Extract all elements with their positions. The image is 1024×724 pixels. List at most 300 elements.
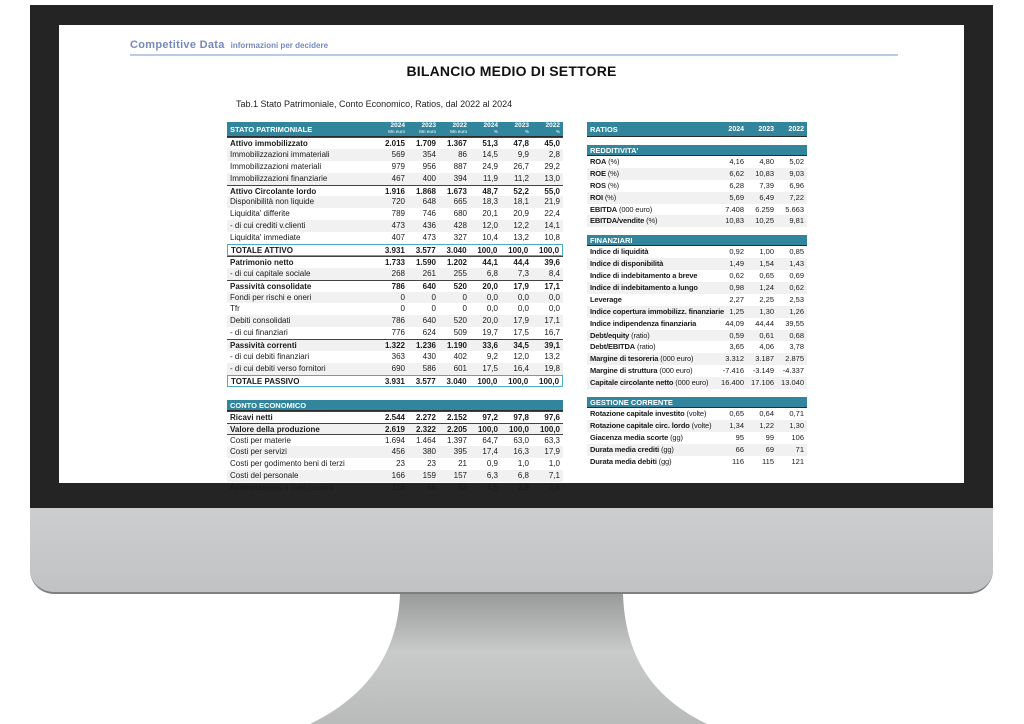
cell-value: 1.673 <box>446 186 467 196</box>
cell-value: 11,9 <box>483 173 498 183</box>
cell-value: 63 <box>458 483 467 493</box>
cell-value: 100,0 <box>477 246 498 256</box>
table-caption: Tab.1 Stato Patrimoniale, Conto Economico, Ratios, dal 2022 al 2024 <box>236 99 513 109</box>
cell-value: 1.916 <box>384 186 405 196</box>
cell-value: 66 <box>735 444 744 454</box>
monitor-stand <box>0 592 1024 724</box>
ratios-header <box>587 122 807 137</box>
ratio-label: Indice di indebitamento a lungo <box>590 283 698 293</box>
cell-value: 0,98 <box>729 283 744 293</box>
table-row <box>587 294 807 306</box>
row-label: Attivo Circolante lordo <box>230 186 317 196</box>
table-row <box>227 303 563 315</box>
cell-value: 354 <box>422 149 436 159</box>
conto-economico-header: CONTO ECONOMICO <box>227 400 563 411</box>
cell-value: 116 <box>732 456 744 466</box>
row-label <box>587 444 717 456</box>
cell-value: 17,4 <box>482 447 498 457</box>
table-row <box>587 180 807 192</box>
section-header: FINANZIARI <box>587 235 807 246</box>
cell-value: 19,8 <box>544 363 560 373</box>
cell-value: 601 <box>453 363 467 373</box>
table-row <box>227 411 563 423</box>
year-column-header <box>777 126 807 133</box>
cell-value: 12,0 <box>513 352 529 362</box>
row-label <box>587 341 717 353</box>
cell-value: 3.312 <box>725 354 744 364</box>
ratio-unit: (%) <box>605 180 619 190</box>
cell-value: 4,16 <box>729 157 744 166</box>
cell-value: 63,3 <box>544 436 560 446</box>
ratio-unit: (%) <box>602 192 617 202</box>
cell-value: 0,0 <box>548 292 560 302</box>
table-row <box>227 232 563 244</box>
table-row <box>227 470 563 482</box>
cell-value: 363 <box>391 352 405 362</box>
ratio-label: Indice di indebitamento a breve <box>590 271 698 281</box>
cell-value: 95 <box>735 432 744 442</box>
cell-value: 44,4 <box>513 257 529 267</box>
year-label: 2022 <box>788 125 804 133</box>
cell-value: 20,0 <box>482 281 498 291</box>
row-label: Immobilizzazioni finanziarie <box>230 173 328 183</box>
cell-value: 14,5 <box>482 149 498 159</box>
ratio-label: Indice di disponibilità <box>590 259 664 269</box>
cell-value: 2.544 <box>384 412 405 422</box>
cell-value: 10,25 <box>755 216 774 226</box>
table-row <box>227 196 563 208</box>
table-row <box>587 408 807 420</box>
cell-value: 1.236 <box>415 341 436 351</box>
cell-value: 0,0 <box>517 304 529 314</box>
cell-value: 2.272 <box>415 412 436 422</box>
cell-value: 255 <box>453 268 467 278</box>
cell-value: 23 <box>427 459 436 469</box>
cell-value: 776 <box>391 328 405 338</box>
cell-value: 51,3 <box>482 139 498 148</box>
cell-value: 1,26 <box>789 306 804 316</box>
table-row <box>587 246 807 258</box>
cell-value: 3,65 <box>729 342 744 352</box>
table-row <box>587 341 807 353</box>
table-row <box>587 204 807 216</box>
cell-value: 786 <box>391 281 405 291</box>
cell-value: 157 <box>453 471 467 481</box>
row-label: - di cui finanziari <box>230 328 288 338</box>
cell-value: 19,7 <box>482 328 498 338</box>
year-label: 2022 <box>452 122 467 130</box>
table-row <box>227 208 563 220</box>
cell-value: 428 <box>453 221 467 231</box>
cell-value: 16.400 <box>721 378 744 388</box>
page-title: BILANCIO MEDIO DI SETTORE <box>406 63 617 79</box>
unit-label: % <box>555 128 560 134</box>
cell-value: 166 <box>391 471 405 481</box>
table-row <box>227 339 563 351</box>
cell-value: 0,92 <box>729 247 744 257</box>
cell-value: 9,2 <box>486 352 498 362</box>
cell-value: 786 <box>391 316 405 326</box>
table-row <box>587 192 807 204</box>
cell-value: 6,49 <box>759 192 774 202</box>
cell-value: 121 <box>791 456 804 466</box>
cell-value: 0 <box>431 304 436 314</box>
cell-value: 467 <box>391 173 405 183</box>
row-label <box>587 456 717 468</box>
cell-value: 979 <box>391 161 405 171</box>
cell-value: 106 <box>791 432 804 442</box>
cell-value: 44,44 <box>755 318 774 328</box>
cell-value: 1.694 <box>384 436 405 446</box>
cell-value: 63,0 <box>513 436 529 446</box>
cell-value: 2.875 <box>785 354 804 364</box>
ratio-label: ROE <box>590 168 606 178</box>
row-label: Costi per godimento beni di terzi <box>230 459 345 469</box>
cell-value: 6,62 <box>729 168 744 178</box>
ratio-unit: (000 euro) <box>658 354 694 364</box>
cell-value: 100,0 <box>508 246 529 256</box>
cell-value: 2,8 <box>548 149 560 159</box>
cell-value: 44,1 <box>482 257 498 267</box>
year-column-header <box>470 123 501 134</box>
ratio-label: Indice di liquidità <box>590 247 649 257</box>
cell-value: 665 <box>453 197 467 207</box>
row-label <box>587 306 725 318</box>
cell-value: 1.868 <box>415 186 436 196</box>
table-title: STATO PATRIMONIALE <box>230 124 313 134</box>
cell-value: 407 <box>391 233 405 243</box>
cell-value: 430 <box>422 352 436 362</box>
ratio-label: Giacenza media scorte <box>590 432 669 442</box>
ratio-unit: (gg) <box>656 456 672 466</box>
cell-value: 0,68 <box>789 330 804 340</box>
cell-value: 0,62 <box>729 271 744 281</box>
section-header: REDDITIVITA' <box>587 145 807 156</box>
cell-value: 100,0 <box>477 376 498 386</box>
table-row <box>227 185 563 197</box>
section-gap <box>587 227 807 235</box>
cell-value: 394 <box>453 173 467 183</box>
row-label: Liquidita' differite <box>230 209 290 219</box>
cell-value: 0 <box>462 304 467 314</box>
cell-value: 0,59 <box>729 330 744 340</box>
cell-value: 1.733 <box>384 257 405 267</box>
table-row <box>587 377 807 389</box>
cell-value: 20,1 <box>482 209 498 219</box>
cell-value: 20,9 <box>513 209 529 219</box>
cell-value: 956 <box>422 161 436 171</box>
cell-value: 3.931 <box>384 246 405 256</box>
cell-value: 1.367 <box>446 139 467 148</box>
cell-value: 0,71 <box>789 409 804 419</box>
cell-value: 2.322 <box>415 424 436 434</box>
cell-value: 6,3 <box>486 471 498 481</box>
cell-value: 1,34 <box>729 420 744 430</box>
ratio-label: Leverage <box>590 294 622 304</box>
cell-value: 6,96 <box>789 180 804 190</box>
ratio-label: ROS <box>590 180 606 190</box>
cell-value: 39,6 <box>544 257 560 267</box>
year-column-header <box>747 126 777 133</box>
cell-value: -7.416 <box>722 366 744 376</box>
cell-value: 7.408 <box>725 204 744 214</box>
cell-value: 1.202 <box>446 257 467 267</box>
cell-value: 10,8 <box>544 233 560 243</box>
year-column-header <box>532 123 563 134</box>
cell-value: 0,0 <box>486 304 498 314</box>
cell-value: 473 <box>422 233 436 243</box>
cell-value: 2.152 <box>446 412 467 422</box>
cell-value: 97,8 <box>513 412 529 422</box>
cell-value: 0 <box>431 292 436 302</box>
row-label: - di cui capitale sociale <box>230 268 311 278</box>
table-row <box>227 351 563 363</box>
year-column-header <box>501 123 532 134</box>
cell-value: 10,83 <box>755 168 774 178</box>
table-row <box>587 420 807 432</box>
table-row <box>227 280 563 292</box>
cell-value: 1,00 <box>759 247 774 257</box>
cell-value: 6,8 <box>486 268 498 278</box>
cell-value: 1,24 <box>759 283 774 293</box>
cell-value: 3.040 <box>446 246 467 256</box>
cell-value: 17,9 <box>513 316 529 326</box>
row-label <box>587 377 717 389</box>
cell-value: 395 <box>453 447 467 457</box>
cell-value: 159 <box>422 471 436 481</box>
unit-label: % <box>493 128 498 134</box>
row-label: Immobilizzazioni immateriali <box>230 149 330 159</box>
cell-value: 0,62 <box>789 283 804 293</box>
cell-value: 720 <box>391 197 405 207</box>
table-row <box>227 173 563 185</box>
year-label: 2024 <box>483 122 498 130</box>
cell-value: 380 <box>422 447 436 457</box>
ratio-unit: (ratio) <box>635 342 656 352</box>
ratio-label: Rotazione capitale circ. lordo <box>590 420 690 430</box>
cell-value: 569 <box>391 149 405 159</box>
cell-value: 5,02 <box>789 157 804 166</box>
cell-value: 9,81 <box>789 216 804 226</box>
table-row <box>227 363 563 375</box>
cell-value: 3.931 <box>384 376 405 386</box>
cell-value: 3.187 <box>755 354 774 364</box>
cell-value: 18,3 <box>482 197 498 207</box>
cell-value: 1,43 <box>789 259 804 269</box>
cell-value: 5.663 <box>785 204 804 214</box>
cell-value: 100,0 <box>508 376 529 386</box>
row-label <box>587 318 717 330</box>
header-rule <box>130 54 898 56</box>
cell-value: 327 <box>453 233 467 243</box>
cell-value: 26,7 <box>513 161 529 171</box>
ratio-label: Debt/equity <box>590 330 630 340</box>
cell-value: 690 <box>391 363 405 373</box>
cell-value: 1,22 <box>759 420 774 430</box>
cell-value: 2,53 <box>789 294 804 304</box>
table-row <box>587 365 807 377</box>
cell-value: 0,69 <box>789 271 804 281</box>
monitor-chin <box>30 508 993 594</box>
ratio-label: Debt/EBITDA <box>590 342 636 352</box>
cell-value: 0,0 <box>486 292 498 302</box>
ratio-label: Durata media crediti <box>590 444 660 454</box>
cell-value: 34,5 <box>513 341 529 351</box>
cell-value: 21 <box>458 459 467 469</box>
cell-value: 99 <box>765 432 774 442</box>
year-label: 2022 <box>545 122 560 130</box>
cell-value: 14,1 <box>544 221 560 231</box>
ratio-label: ROA <box>590 157 607 166</box>
row-label <box>587 246 717 258</box>
unit-label: Mn euro <box>419 128 436 134</box>
ratio-label: Durata media debiti <box>590 456 657 466</box>
row-label: Costi del personale <box>230 471 299 481</box>
cell-value: 640 <box>422 316 436 326</box>
cell-value: 648 <box>422 197 436 207</box>
cell-value: 3,78 <box>789 342 804 352</box>
cell-value: 13,0 <box>544 173 560 183</box>
cell-value: 4,80 <box>759 157 774 166</box>
brand-tagline: informazioni per decidere <box>230 41 329 50</box>
table-row <box>587 156 807 168</box>
year-column-header <box>717 126 747 133</box>
cell-value: 7,1 <box>548 471 560 481</box>
table-row <box>227 423 563 435</box>
row-label <box>587 282 717 294</box>
cell-value: 17,5 <box>482 363 498 373</box>
cell-value: 746 <box>422 209 436 219</box>
table-row <box>587 432 807 444</box>
cell-value: 39,1 <box>544 341 560 351</box>
ratio-unit: (gg) <box>659 444 674 454</box>
monitor-bezel <box>30 5 993 508</box>
cell-value: 6,8 <box>517 471 529 481</box>
cell-value: 45,0 <box>544 139 560 148</box>
cell-value: 100,0 <box>477 424 498 434</box>
ratio-label: Margine di struttura <box>590 366 658 376</box>
cell-value: 10,4 <box>482 233 498 243</box>
section-gap <box>587 389 807 397</box>
cell-value: 1,0 <box>517 459 529 469</box>
cell-value: 436 <box>422 221 436 231</box>
cell-value: 9,03 <box>789 168 804 178</box>
cell-value: 2,25 <box>759 294 774 304</box>
cell-value: 0,64 <box>759 409 774 419</box>
row-label: - di cui debiti verso fornitori <box>230 363 326 373</box>
cell-value: 7,3 <box>517 268 529 278</box>
cell-value: 473 <box>391 221 405 231</box>
cell-value: 268 <box>391 268 405 278</box>
cell-value: 1.464 <box>415 436 436 446</box>
cell-value: 1,30 <box>789 420 804 430</box>
cell-value: 17,1 <box>544 316 560 326</box>
cell-value: 1.190 <box>446 341 467 351</box>
table-row <box>227 292 563 304</box>
cell-value: 13.040 <box>781 378 804 388</box>
cell-value: 86 <box>458 149 467 159</box>
cell-value: 0 <box>400 292 405 302</box>
table-row <box>587 444 807 456</box>
table-row <box>587 330 807 342</box>
cell-value: 16,3 <box>513 447 529 457</box>
cell-value: 13,2 <box>544 352 560 362</box>
row-label: Immobilizzazioni materiali <box>230 161 322 171</box>
year-label: 2023 <box>758 125 774 133</box>
ratio-unit: (000 euro) <box>657 366 693 376</box>
cell-value: 64,7 <box>482 436 498 446</box>
row-label: Debiti consolidati <box>230 316 291 326</box>
table-row <box>227 220 563 232</box>
ratio-unit: (volte) <box>689 420 712 430</box>
cell-value: 24,9 <box>482 161 498 171</box>
cell-value: 97,6 <box>544 412 560 422</box>
row-label: - di cui crediti v.clienti <box>230 221 306 231</box>
table-row <box>227 149 563 161</box>
cell-value: 0,61 <box>759 330 774 340</box>
cell-value: 400 <box>422 173 436 183</box>
cell-value: 0,65 <box>729 409 744 419</box>
ratio-label: ROI <box>590 192 603 202</box>
cell-value: 0,65 <box>759 271 774 281</box>
row-label: Tfr <box>230 304 240 314</box>
table-row <box>587 306 807 318</box>
unit-label: % <box>524 128 529 134</box>
cell-value: 71 <box>795 444 804 454</box>
row-label <box>587 180 717 192</box>
cell-value: 6,28 <box>729 180 744 190</box>
cell-value: 5,69 <box>729 192 744 202</box>
cell-value: 33,6 <box>482 341 498 351</box>
cell-value: 1,25 <box>729 306 744 316</box>
monitor-screen <box>59 25 964 493</box>
cell-value: 0 <box>462 292 467 302</box>
cell-value: -3.149 <box>752 366 774 376</box>
ratio-label: EBITDA/vendite <box>590 216 645 226</box>
ratio-label: Rotazione capitale investito <box>590 409 685 419</box>
row-label: TOTALE ATTIVO <box>231 246 293 256</box>
ratio-unit: (%) <box>606 157 620 166</box>
cell-value: 402 <box>453 352 467 362</box>
table-row <box>227 482 563 494</box>
cell-value: 7,39 <box>759 180 774 190</box>
cell-value: 44,09 <box>725 318 744 328</box>
stato-patrimoniale-conto-economico-table <box>227 122 563 494</box>
cell-value: 69 <box>765 444 774 454</box>
monitor-frame <box>30 5 993 594</box>
year-column-header <box>377 123 408 134</box>
row-label: Patrimonio netto <box>230 257 294 267</box>
cell-value: 2.205 <box>446 424 467 434</box>
cell-value: 1.322 <box>384 341 405 351</box>
cell-value: 10,83 <box>725 216 744 226</box>
row-label: Valore della produzione <box>230 424 320 434</box>
cell-value: 789 <box>391 209 405 219</box>
ratio-label: Capitale circolante netto <box>590 378 674 388</box>
section-gap <box>227 387 563 400</box>
cell-value: 13,2 <box>513 233 529 243</box>
cell-value: -4.337 <box>782 366 804 376</box>
cell-value: 4,5 <box>486 483 498 493</box>
cell-value: 261 <box>422 268 436 278</box>
row-label: Attivo immobilizzato <box>230 139 308 148</box>
table-row <box>227 434 563 446</box>
cell-value: 100,0 <box>539 376 560 386</box>
cell-value: 8,4 <box>548 268 560 278</box>
row-label <box>587 258 717 270</box>
cell-value: 118 <box>392 483 405 493</box>
cell-value: 21,9 <box>544 197 560 207</box>
